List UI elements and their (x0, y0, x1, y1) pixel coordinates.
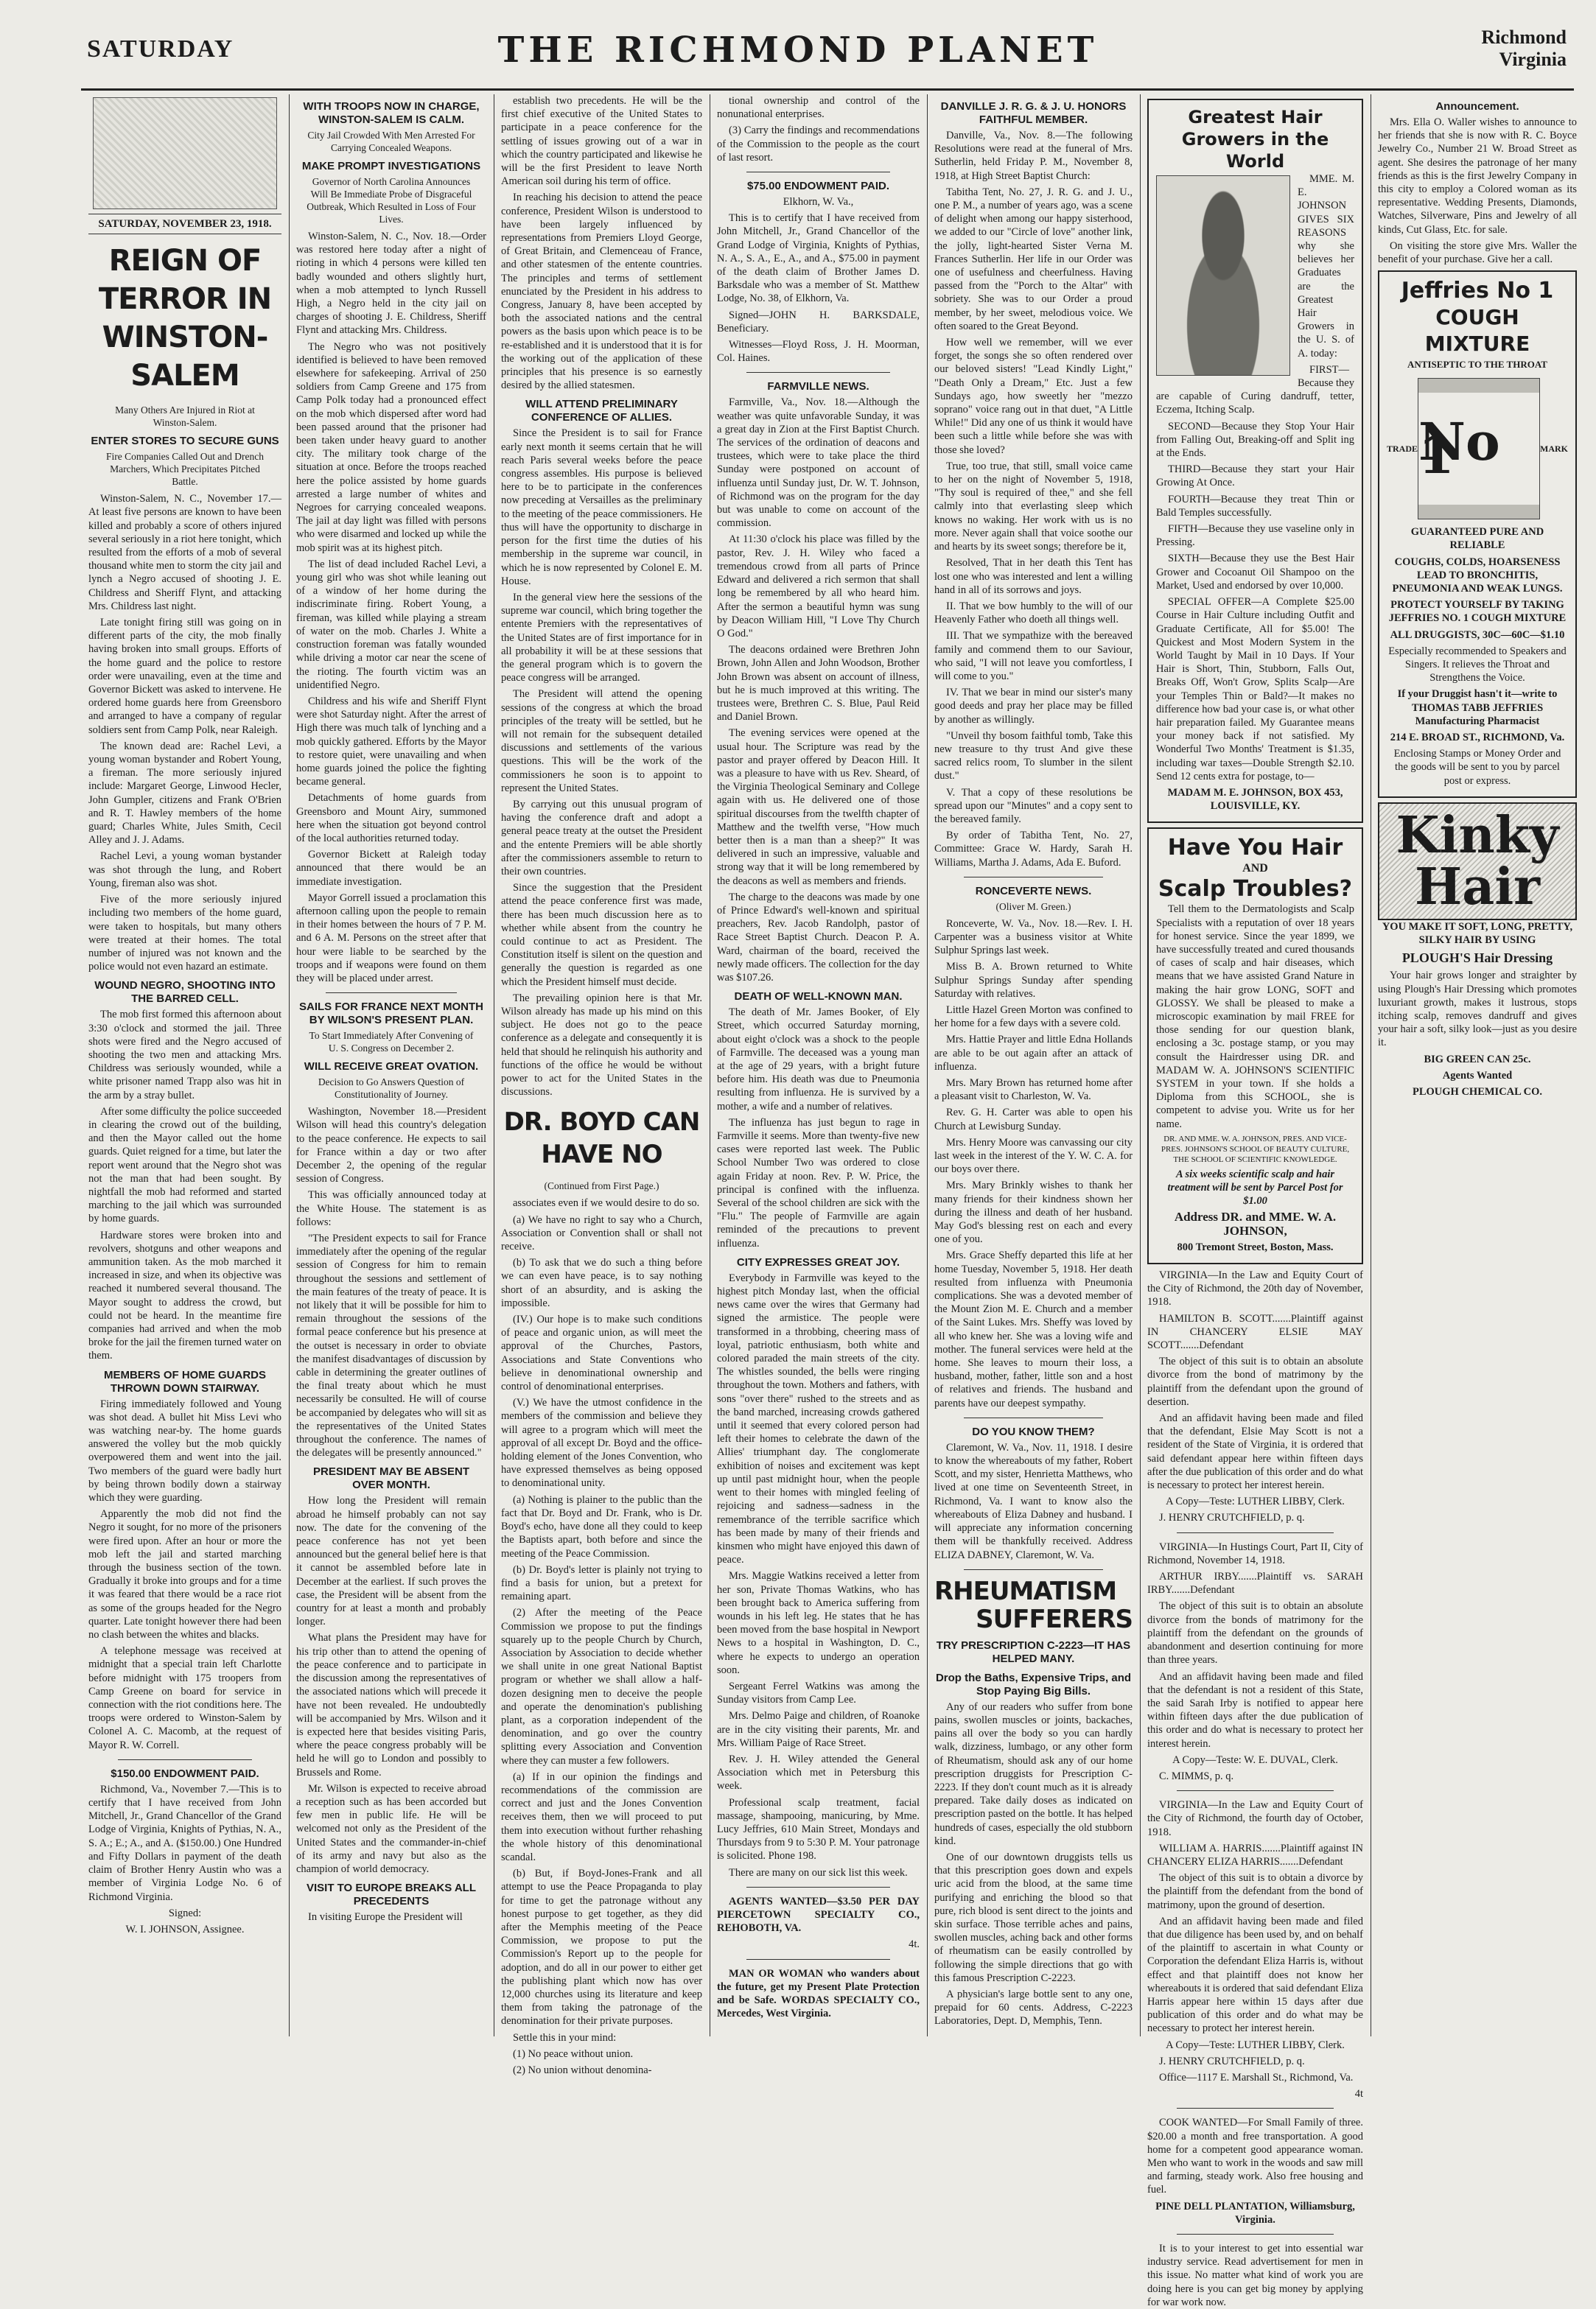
ad-paragraph: Any of our readers who suffer from bone pains, swollen muscles or joints, backaches, pains all over the body so you can hardly walk, dizziness, lumbago, or any other form of Rheumatism, should ask any of our home prescription druggists for Prescription C-2223. If they don't count much as it is already prepared. Take daily doses as indicated on prescription pasted on the bottle. It has helped hundreds of cases, especially the old stubborn kind. (934, 1700, 1133, 1847)
article-paragraph: A telephone message was received at midnight that a special train left Charlotte before midnight with 175 troopers from Camp Greene on board for service in connection with the riot conditions here. The troops were ordered to Winston-Salem by Colonel A. C. Macomb, at the request of Mayor R. W. Correll. (88, 1645, 281, 1751)
article-paragraph: establish two precedents. He will be the first chief executive of the United States to participate in a peace conference for the settling of issues growing out of a war in which the country participated and likewise he will be the first President to leave North American soil during his term of office. (501, 95, 702, 188)
column-1 (81, 94, 289, 2036)
article-paragraph: V. That a copy of these resolutions be spread upon our "Minutes" and a copy sent to the bereaved family. (934, 786, 1133, 825)
section-heading: DO YOU KNOW THEM? (972, 1425, 1095, 1438)
article-paragraph: What plans the President may have for his trip other than to attend the opening of the peace conference and to participate in the discussion among the representatives of the associated nations which will precede it have not been revealed. He undoubtedly will be accompanied by Mrs. Wilson and it is expected here that besides visiting Paris, where the peace congress probably will be held he will go to London and possibly to Brussels and Rome. (296, 1632, 486, 1779)
article-paragraph: After some difficulty the police succeeded in clearing the crowd out of the building, and then the Mayor called out the home guards. Quiet reigned for a time, but later the report went around that the Negro shot was not the man that had been sought. By nightfall the mob had reformed and started marching to the jail which was surrounded by home guards. (88, 1105, 281, 1225)
section-heading: $150.00 ENDOWMENT PAID. (111, 1767, 259, 1780)
article-paragraph: The charge to the deacons was made by one of Prince Edward's well-known and spiritual preachers, Rev. Jacob Randolph, pastor of Race Street Baptist Church. Deacon P. A. Ward, chairman of the board, received the newly made officers. The collection for the day was $107.26. (717, 891, 920, 984)
article-paragraph: There are many on our sick list this week. (729, 1866, 908, 1879)
article-paragraph: Sergeant Ferrel Watkins was among the Sunday visitors from Camp Lee. (717, 1680, 920, 1706)
legal-notice: The object of this suit is to obtain a divorce by the plaintiff from the defendant from the bond of matrimony, upon the ground of desertion. (1147, 1872, 1363, 1911)
dateline: Elkhorn, W. Va., (783, 196, 854, 209)
column-5 (927, 94, 1140, 2036)
legal-notice: The object of this suit is to obtain an absolute divorce from the bond of matrimony by the plaintiff from the defendant upon the ground of desertion. (1147, 1356, 1363, 1408)
legal-notice: ARTHUR IRBY.......Plaintiff vs. SARAH IRBY.......Defendant (1147, 1571, 1363, 1597)
article-paragraph: Mrs. Hattie Prayer and little Edna Hollands are able to be out again after an attack of influenza. (934, 1034, 1133, 1073)
article-paragraph: The mob first formed this afternoon about 3:30 o'clock and stormed the jail. Three shots were fired and the Negro accused of shooting the two men and attacking Mrs. Childress was seriously wounded, while a white prisoner named Trapp also was hit in the arm by a stray bullet. (88, 1009, 281, 1101)
masthead-day: SATURDAY (87, 35, 234, 63)
section-heading: RONCEVERTE NEWS. (975, 884, 1092, 897)
legal-notice: VIRGINIA—In Hustings Court, Part II, City of Richmond, November 14, 1918. (1147, 1541, 1363, 1566)
ad-subtitle: ANTISEPTIC TO THE THROAT (1407, 359, 1547, 371)
article-paragraph: On visiting the store give Mrs. Waller the benefit of your purchase. Give her a call. (1378, 239, 1577, 266)
notice-war-work: It is to your interest to get into essential war industry service. Read advertisement for men in this issue. No matter what kind of work you are doing here is you can get big money by applying for war work now. (1147, 2243, 1363, 2308)
article-paragraph: The list of dead included Rachel Levi, a young girl who was shot while leaning out of a window of her home during the indiscriminate firing. Robert Young, a fireman, was killed while playing a stream of water on the mob. Charles J. White a construction foreman was fatally wounded while driving a motor car near the scene of the rioting. The fourth victim was an unidentified Negro. (296, 558, 486, 691)
legal-notice: A Copy—Teste: W. E. DUVAL, Clerk. (1172, 1753, 1338, 1766)
ad-paragraph: Especially recommended to Speakers and Singers. It relieves the Throat and Strengthens the Voice. (1388, 645, 1567, 684)
article-paragraph: (1) No peace without union. (513, 2047, 634, 2060)
article-paragraph: The prevailing opinion here is that Mr. Wilson already has made up his mind on this subject. He does not go to the peace conference as a delegate and consequently it is held that should he relinquish his authority and functions of the office he would be without power to act for the United States in the discussions. (501, 992, 702, 1099)
article-paragraph: Miss B. A. Brown returned to White Sulphur Springs Sunday after spending Saturday with relatives. (934, 961, 1133, 1000)
article-paragraph: IV. That we bear in mind our sister's many good deeds and pray her place may be filled by another as willingly. (934, 687, 1133, 726)
classified-ad-agents: AGENTS WANTED—$3.50 PER DAY PIERCETOWN SPECIALTY CO., REHOBOTH, VA. (717, 1895, 920, 1935)
legal-notice: And an affidavit having been made and filed that due diligence has been used by, and on behalf of the plaintiff to ascertain in what County or Corporation the defendant Eliza Harris is, without effect and that plaintiff does not know her whereabouts it is ordered that said defendant Eliza Harris appear here within 15 days after due publication of this order and do what may be necessary to protect her interest herein. (1147, 1915, 1363, 2035)
article-paragraph: This was officially announced today at the White House. The statement is as follows: (296, 1189, 486, 1228)
legal-notice: VIRGINIA—In the Law and Equity Court of the City of Richmond, the 20th day of November, 1918. (1147, 1269, 1363, 1308)
article-paragraph: Late tonight firing still was going on in different parts of the city, the mob finally having broken into small groups. Efforts of the home guard and the police to restore order were unavailing, even at the time and Governor Bickett was asked to intervene. He ordered home guards here from Greensboro and arranged to have a company of regular soldiers sent from Camp Polk, near Raleigh. (88, 617, 281, 736)
article-paragraph: Mr. Wilson is expected to receive abroad a reception such as has been accorded but few men in public life. He will be welcomed not only as the President of the United States and the commander-in-chief of its army and navy but also as the champion of world democracy. (296, 1782, 486, 1875)
section-heading: WOUND NEGRO, SHOOTING INTO THE BARRED CELL. (94, 979, 276, 1006)
article-paragraph: Detachments of home guards from Greensboro and Mount Airy, summoned here when the situation got beyond control of the local authorities returned today. (296, 792, 486, 844)
subhead: Decision to Go Answers Question of Constitutionality of Journey. (318, 1076, 465, 1101)
kinky-word: Kinky (1396, 805, 1559, 865)
legal-notice: J. HENRY CRUTCHFIELD, p. q. (1159, 2055, 1305, 2067)
article-paragraph: Mrs. Henry Moore was canvassing our city last week in the interest of the Y. W. C. A. for our boys over there. (934, 1136, 1133, 1176)
masthead-location (1481, 27, 1567, 71)
legal-notice: C. MIMMS, p. q. (1159, 1770, 1234, 1782)
article-paragraph: Rev. J. H. Wiley attended the General Association which met in Petersburg this week. (717, 1753, 920, 1793)
column-7 (1371, 94, 1584, 2036)
article-paragraph: This is to certify that I have received from John Mitchell, Jr., Grand Chancellor of the Grand Lodge of Virginia, Knights of Pythias, N. A., S. A., E., A., and A., $75.00 in payment of the death claim of Brother James D. Barksdale who was a member of St. Matthew Lodge, No. 38, of Elkhorn, Va. (717, 212, 920, 305)
section-heading: MEMBERS OF HOME GUARDS THROWN DOWN STAIRWAY. (103, 1368, 266, 1395)
article-paragraph: Little Hazel Green Morton was confined to her home for a few days with a severe cold. (934, 1003, 1133, 1030)
article-paragraph: Danville, Va., Nov. 8.—The following Resolutions were read at the funeral of Mrs. Sutherlin, held Friday P. M., November 8, 1918, at High Street Baptist Church: (934, 130, 1133, 182)
divider (746, 372, 890, 373)
bottle-label: No 1 (1418, 411, 1500, 486)
section-heading: DANVILLE J. R. G. & J. U. HONORS FAITHFUL MEMBER. (940, 100, 1127, 126)
rheumatism-ad-title: RHEUMATISM (934, 1576, 1117, 1606)
article-paragraph: Ronceverte, W. Va., Nov. 18.—Rev. I. H. Carpenter was a business visitor at White Sulphur Springs last week. (934, 917, 1133, 957)
article-paragraph: Mrs. Delmo Paige and children, of Roanoke are in the city visiting their parents, Mr. and Mrs. William Paige of Race Street. (717, 1710, 920, 1749)
article-paragraph: The evening services were opened at the usual hour. The Scripture was read by the pastor and prayer offered by Deacon Hill. It was a pleasure to have with us Rev. Sheard, of the Virginia Theological Seminary and College again with us. He delivered one of those spiritual discourses from the twelfth chapter of Matthew and the twelfth verse, "How much better then is a man than a sheep?" It was delivered in such an impressive, valuable and strong way that it will be long remembered by the deacons as well as members and friends. (717, 727, 920, 887)
divider (746, 1959, 890, 1960)
masthead (0, 0, 1596, 88)
divider (118, 1759, 252, 1760)
subhead: City Jail Crowded With Men Arrested For Carrying Concealed Weapons. (307, 130, 475, 153)
article-paragraph: The Negro who was not positively identified is believed to have been removed elsewhere for safekeeping. Arrival of 250 soldiers from Camp Greene and 175 from Camp Polk today had a pronounced effect on the mob which dispersed after word had been passed around that the prisoner had been taken under heavy guard to another city. The military took charge of the situation at once. Before the troops reached here the police assisted by home guards arrested a large number of whites and Negroes for carrying concealed weapons. The jail at day light was filled with persons who were disarmed and locked up while the mob spirit was at its highest pitch. (296, 340, 486, 554)
masthead-city: Richmond (1481, 27, 1567, 48)
legal-notice: HAMILTON B. SCOTT.......Plaintiff against IN CHANCERY ELSIE MAY SCOTT.......Defendant (1147, 1312, 1363, 1352)
ad-title-2: COUGH MIXTURE (1424, 305, 1530, 357)
divider (964, 1569, 1103, 1570)
divider (746, 1887, 890, 1888)
article-paragraph: "The President expects to sail for France immediately after the opening of the regular session of Congress for him to remain throughout the sessions and settlement of the main features of the treaty of peace. It is not likely that it will be possible for him to remain throughout the sessions of the formal peace conference but his presence at the outset is necessary in order to obviate the manifest disadvantages of discussion by cable in determining the greater outlines of the final treaty about which he must necessarily be consulted. He will of course be accompanied by delegates who will sit as the representatives of the United States throughout the conference. The names of the delegates will be presently announced." (296, 1233, 486, 1460)
signature: W. I. JOHNSON, Assignee. (125, 1923, 245, 1935)
section-heading: WITH TROOPS NOW IN CHARGE, WINSTON-SALEM IS CALM. (303, 100, 480, 126)
ad-paragraph: If your Druggist hasn't it—write to THOMAS TABB JEFFRIES Manufacturing Pharmacist (1397, 688, 1558, 727)
subhead: ENTER STORES TO SECURE GUNS (91, 435, 279, 448)
article-paragraph: Washington, November 18.—President Wilson will head this country's delegation to the peace conference. He expects to sail for France within a day or two after December 2, the opening of the regular session of Congress. (296, 1106, 486, 1185)
ad-agents: Agents Wanted (1442, 1069, 1513, 1082)
divider (1177, 1790, 1334, 1791)
trademark-row (1387, 372, 1568, 525)
article-paragraph: Since the President is to sail for France early next month it seems certain that he will reach Paris several weeks before the peace congress assembles. His purpose is believed here to be to participate in the conferences now preceding at Versailles as the preliminary to the meeting of the peace commissioners. He thus will have the opportunity to discharge in person for the first time the duties of his membership in the supreme war council, in which he is now represented by Colonel E. M. House. (501, 427, 702, 587)
continued-note: (Continued from First Page.) (544, 1180, 659, 1192)
ad-title-2: Scalp Troubles? (1158, 876, 1353, 903)
article-paragraph: Signed—JOHN H. BARKSDALE, Beneficiary. (717, 309, 920, 334)
ad-paragraph: A physician's large bottle sent to any one, prepaid for 60 cents. Address, C-2223 Laboratories, Dept. D, Memphis, Tenn. (934, 1988, 1133, 2028)
rheumatism-ad-title-2: SUFFERERS (976, 1604, 1133, 1634)
article-paragraph: II. That we bow humbly to the will of our Heavenly Father who doeth all things well. (934, 600, 1133, 626)
article-paragraph: Hardware stores were broken into and revolvers, shotguns and other weapons and ammunition taken. As the mob marched it increased in size, and when its objective was reached it numbered several thousand. The Mayor sought to address the crowd, but could not be heard. In the meantime fire companies had arrived and when the mob broke for the jail the firemen turned water on them. (88, 1229, 281, 1362)
headline-reign-of-terror: REIGN OF TERROR IN WINSTON-SALEM (98, 244, 272, 393)
section-heading: Announcement. (1435, 100, 1519, 113)
jeffries-cough-mixture-ad (1378, 270, 1577, 798)
article-paragraph: Five of the more seriously injured including two members of the home guard, were taken to hospitals, but many others were treated at their homes. The total number of injured was not known and the police would not even hazard an estimate. (88, 894, 281, 973)
ad-paragraph: SECOND—Because they Stop Your Hair from Falling Out, Breaking-off and Split ing at the Ends. (1156, 420, 1354, 460)
divider (1177, 2108, 1334, 2109)
ad-paragraph: COUGHS, COLDS, HOARSENESS LEAD TO BRONCHITIS, PNEUMONIA AND WEAK LUNGS. (1392, 556, 1563, 595)
ad-paragraph: Your hair grows longer and straighter by using Plough's Hair Dressing which promotes luxuriant growth, makes it lustrous, stops itching scalp, removes dandruff and gives your hair a soft, silky look—just as you desire it. (1378, 970, 1577, 1049)
ad-paragraph: Enclosing Stamps or Money Order and the goods will be sent to you by parcel post or express. (1393, 748, 1561, 787)
classified-ad-address: PINE DELL PLANTATION, Williamsburg, Virginia. (1155, 2200, 1355, 2226)
divider (1177, 1532, 1334, 1533)
article-paragraph: Since the suggestion that the President attend the peace conference first was made, there has been much discussion here as to whether while absent from the country he could continue to act as President. The Constitution itself is silent on the question and generally the question is regarded as one which the President himself must decide. (501, 882, 702, 988)
article-paragraph: By carrying out this unusual program of having the conference draft and adopt a general peace treaty at the outset the President and the entente Premiers will be able shortly after the commissioners assemble to return to their own countries. (501, 798, 702, 877)
article-paragraph: Mrs. Maggie Watkins received a letter from her son, Private Thomas Watkins, who has been brought back to America suffering from wounds in his left leg. He states that he has been moved from the base hospital in Newport News to a hospital in Washington, D. C., where he expects to undergo an operation soon. (717, 1570, 920, 1676)
ad-run-note: 4t (1354, 2088, 1363, 2100)
ad-address: 214 E. BROAD ST., RICHMOND, Va. (1390, 732, 1565, 744)
article-paragraph: (b) But, if Boyd-Jones-Frank and all attempt to use the Peace Propaganda to play for time to get the patronage without any honest purpose to get together, as they did after the Memphis meeting of the Peace Commission, we propose to put the Commission's Report up to the people for adoption, and do all in our power to either get the publishing plant which now has over 12,000 churches using its literature and keep them from taking the patronage of the denomination for their private purposes. (501, 1868, 702, 2028)
ad-paragraph: Tell them to the Dermatologists and Scalp Specialists with a reputation of over 18 years for honest service. Since the year 1899, we have successfully treated and cured thousands of cases of scalp and hair diseases, which means that we have assisted Grand Nature in making the hair grow LONG, SOFT and GLOSSY. We shall be pleased to make a microscopic examination by mail FREE for those sending for our question blank, enclosing a 3c. postage stamp, or you may consult the Hairdresser using DR. and MADAM W. A. JOHNSON'S SCIENTIFIC SYSTEM in your town. If she holds a Diploma from this SCHOOL, she is competent to advise you. Write us for her name. (1156, 903, 1354, 1130)
ad-paragraph: THIRD—Because they start your Hair Growing At Once. (1156, 463, 1354, 489)
subhead: Fire Companies Called Out and Drench Marchers, Which Precipitates Pitched Battle. (105, 451, 265, 488)
article-paragraph: (IV.) Our hope is to make such conditions of peace and organic union, as will meet the approval of the Churches, Pastors, Associations and State Conventions who believe in denominational ownership and control of denominational enterprises. (501, 1314, 702, 1393)
byline: (Oliver M. Green.) (995, 900, 1071, 912)
cough-mixture-bottle-illustration (1418, 378, 1540, 519)
ad-paragraph: YOU MAKE IT SOFT, LONG, PRETTY, SILKY HAIR BY USING (1382, 920, 1573, 947)
signed-label: Signed: (168, 1907, 202, 1919)
article-paragraph: Firing immediately followed and Young was shot dead. A bullet hit Miss Levi who was watching near-by. The home guards answered the volley but the mob quickly overpowered them and went into the jail. Two members of the guard were badly hurt by being thrown bodily down a stairway which they were guarding. (88, 1398, 281, 1504)
ad-paragraph: FIFTH—Because they use vaseline only in Pressing. (1156, 523, 1354, 549)
article-paragraph: Mrs. Mary Brown has returned home after a pleasant visit to Charleston, W. Va. (934, 1077, 1133, 1103)
article-paragraph: How long the President will remain abroad he himself probably can not say now. The date for the convening of the peace conference has not yet been announced but the general belief here is that it cannot be assembled before late in December at the earliest. If such proves the case, the President will be absent from the country for at least a month and probably longer. (296, 1495, 486, 1628)
ad-paragraph: SPECIAL OFFER—A Complete $25.00 Course in Hair Culture including Outfit and Graduate Certificate, All for $5.00! The Quickest and Most Modern System in the World Taught by Mail in 10 Days. If Your Hair is Short, Thin, Stubborn, Falls Out, Breaks Off, Won't Grow, Splits Scalp—Are your Temples Thin or Bald?—It makes no difference how bad your case is, or what other hair preparation failed. My Guarantee means your money back if not satisfied. My Wonderful Two Months' Treatment is $1.35, including war taxes—Double Strength $2.10. Send 12 cents extra for postage, to— (1156, 596, 1354, 782)
masthead-title: THE RICHMOND PLANET (497, 29, 1099, 71)
article-paragraph: (a) We have no right to say who a Church, Association or Convention shall or shall not receive. (501, 1213, 702, 1253)
masthead-state: Virginia (1499, 49, 1567, 70)
hair-word: Hair (1415, 857, 1540, 917)
ad-price: BIG GREEN CAN 25c. (1424, 1053, 1531, 1065)
article-paragraph: Professional scalp treatment, facial massage, shampooing, manicuring, by Mme. Lucy Jeffries, 610 Main Street, Mondays and Thursdays from 9 to 5:30 P. M. Your patronage is solicited. Phone 198. (717, 1796, 920, 1863)
article-paragraph: In visiting Europe the President will (308, 1911, 463, 1924)
legal-notice: And an affidavit having been made and filed that the defendant, Elsie May Scott is not a resident of the State of Virginia, it is ordered that said defendant appear here within fifteen days after the due publication of this order and do what is necessary to protect her interest herein. (1147, 1412, 1363, 1492)
article-paragraph: Childress and his wife and Sheriff Flynt were shot Saturday night. After the arrest of High there was much talk of lynching and a mob quickly gathered. Efforts by the Mayor to restore quiet, were unavailing and when home guards joined the police the fighting became general. (296, 695, 486, 788)
portrait-photo-madam-johnson (1156, 175, 1290, 376)
section-heading: MAKE PROMPT INVESTIGATIONS (301, 160, 481, 172)
mark-label: MARK (1540, 444, 1568, 455)
article-paragraph: The President will attend the opening sessions of the congress at which the broad principles of the treaty will be settled, but he will not remain for the subsequent detailed discussions and settlements of the various questions. This will be the work of the commissioners he soon is to appoint to represent the United States. (501, 688, 702, 794)
column-3 (494, 94, 710, 2077)
article-paragraph: At 11:30 o'clock his place was filled by the pastor, Rev. J. H. Wiley who faced a tremendous crowd from all parts of Prince Edward and delivered a rich sermon that shall long be remembered by all who heard him. After the sermon a beautiful hymn was sung by Deacon William Hill, "I Love Thy Church O God." (717, 533, 920, 640)
article-paragraph: Witnesses—Floyd Ross, J. H. Moorman, Col. Haines. (717, 339, 920, 365)
ad-paragraph: One of our downtown druggists tells us that this prescription goes down and expels uric acid from the blood, at the same time purifying and enriching the blood so that pure, rich blood is sent direct to the joints and skin surface. Those terrible aches and pains, swollen muscles, aching back and other forms of rheumatism can be easily controlled by following the simple directions that go with this famous Prescription C-2223. (934, 1851, 1133, 1984)
section-heading: WILL RECEIVE GREAT OVATION. (304, 1060, 479, 1073)
headline-dr-boyd: DR. BOYD CAN HAVE NO (503, 1107, 700, 1170)
article-paragraph: The known dead are: Rachel Levi, a young woman bystander and Robert Young, a fireman. The more seriously injured include: Margaret George, Linwood Hecler, John Gumpler, citizens and Frank O'Brien and R. T. Hawley members of the home guard; Charles White, Jules Smith, Cecil Alley and J. J. Adams. (88, 740, 281, 847)
column-6 (1140, 94, 1371, 2308)
ad-paragraph: FOURTH—Because they treat Thin or Bald Temples successfully. (1156, 493, 1354, 519)
article-paragraph: "Unveil thy bosom faithful tomb, Take this new treasure to thy trust And give these sacred relics room, To slumber in the silent dust." (934, 729, 1133, 782)
ad-title: Greatest Hair Growers in the World (1181, 107, 1329, 172)
column-2 (289, 94, 494, 2036)
legal-notice: The object of this suit is to obtain an absolute divorce from the bonds of matrimony for the plaintiff from the defendant on the grounds of abandonment and desertion continuing for more than three years. (1147, 1600, 1363, 1667)
ad-run-note: 4t. (909, 1938, 920, 1951)
masthead-rule (81, 88, 1574, 91)
section-heading: PRESIDENT MAY BE ABSENT OVER MONTH. (313, 1465, 469, 1492)
article-paragraph: Tabitha Tent, No. 27, J. R. G. and J. U., one P. M., a number of years ago, was a scene of delight when among our happy sisterhood, we added to our "Circle of love" another link, the jolly, light-hearted Sister Verna M. Frances Sutherlin. Her life in our Order was one of usefulness and cheerfulness. Having passed from the "Porch to the Altar" with sobriety. She was to our Order a proud member, by her sweet, melodious voice. We often soared to the Great Beyond. (934, 186, 1133, 332)
article-paragraph: Settle this in your mind: (513, 2031, 617, 2044)
article-paragraph: Everybody in Farmville was keyed to the highest pitch Monday last, when the official news came over the wires that Germany had signed the armistice. The people were transformed in a throbbing, cheering mass of loyal, patriotic enthusiasm, both white and colored paraded the main streets of the city. The whistles sounded, the bells were ringing throughout the town. Mothers and fathers, with sons "over there" rushed to the streets and as the band marched, increasing crowds gathered until it seemed that every colored person had left their homes to celebrate the dawn of the Allies' triumphant day. The conglomerate exhibition of noises and excitement was kept up until past midnight hour, when the people went to their homes with mingled feeling of rejoicing and sadness—sadness in the remembrance of the terrible sacrifice which has been made by many of their friends and kinsmen who might have enjoyed this dawn of peace. (717, 1272, 920, 1566)
classified-ad-cook: COOK WANTED—For Small Family of three. $20.00 a month and free transportation. A good home for a competent good appearance woman. Men who want to work in the woods and saw mill and farming, steady work. Also free housing and fuel. (1147, 2117, 1363, 2196)
ad-address-2: 800 Tremont Street, Boston, Mass. (1177, 1241, 1334, 1253)
ad-subheading: TRY PRESCRIPTION C-2223—IT HAS HELPED MANY. (936, 1639, 1131, 1665)
article-paragraph: How well we remember, will we ever forget, the songs she so often rendered over our beloved sisters! "Lead Kindly Light," "Death Only a Dream," Etc. Just a few Sundays ago, how sweetly her "mezzo soprano" voice rang out in that duet, "A Little While!" Did any one of us think it would have been such a little while before she was with those she loved? (934, 337, 1133, 456)
ad-paragraph: GUARANTEED PURE AND RELIABLE (1410, 526, 1544, 552)
article-paragraph: Apparently the mob did not find the Negro it sought, for no more of the prisoners were fired upon. After an hour or more the mob left the jail and started marching through the business section of the town. Gradually it broke into groups and for a time it was feared that there would be a race riot as some of the groups headed for the Negro quarter. Late tonight however there had been no clash between the whites and blacks. (88, 1508, 281, 1641)
section-heading: DEATH OF WELL-KNOWN MAN. (734, 990, 903, 1003)
ad-subheading: Drop the Baths, Expensive Trips, and Stop Paying Big Bills. (935, 1671, 1132, 1697)
divider (326, 992, 457, 993)
article-paragraph: Mrs. Ella O. Waller wishes to announce to her friends that she is now with R. C. Boyce Jewelry Co., Number 21 W. Broad Street as agent. She desires the patronage of her many friends as this is the first Jewelry Company in this city to employ a Colored woman as its representative. Wedding Presents, Diamonds, Watches, Silverware, Pins and Jewelry of all kinds, Cut Glass, Etc. for sale. (1378, 116, 1577, 236)
article-paragraph: Winston-Salem, N. C., November 17.—At least five persons are known to have been killed and probably a score of others injured several seriously in a riot here tonight, which resulted from the efforts of a mob of several thousand white men to storm the city jail and lynch a Negro accused of shooting J. E. Childress and Sheriff Flynt, and attacking Mrs. Childress last night. (88, 493, 281, 612)
section-heading: $75.00 ENDOWMENT PAID. (746, 180, 890, 193)
article-paragraph: (b) Dr. Boyd's letter is plainly not trying to find a basis for union, but a pretext for remaining apart. (501, 1563, 702, 1603)
article-paragraph: True, too true, that still, small voice came to her on the night of November 5, 1918, "Thy soul is required of thee," and she fell calmly into that everlasting sleep which knows no waking. Her work with us is no more. Never again shall that voice soothe our and hearts by its sweet songs; therefore be it, (934, 460, 1133, 553)
article-paragraph: Rev. G. H. Carter was able to open his Church at Lewisburg Sunday. (934, 1107, 1133, 1132)
article-paragraph: The influenza has just begun to rage in Farmville it seems. More than twenty-five new cases were reported last week. The Public School Number Two was ordered to close again Friday at noon. Rev. P. W. Price, the principal is confined with the influenza. Several of the school children are sick with the "Flu." The people of Farmville are again reminded of the precautions to prevent influenza. (717, 1116, 920, 1250)
article-paragraph: III. That we sympathize with the bereaved family and commend them to our Saviour, who said, "I will not leave you comfortless, I will come to you." (934, 630, 1133, 682)
subhead: Governor of North Carolina Announces Will Be Immediate Probe of Disgraceful Outbreak, Which Resulted in Loss of Four Lives. (307, 176, 476, 225)
ad-paragraph: MME. M. E. JOHNSON GIVES SIX REASONS why she believes her Graduates are the Greatest Hair Growers in the U. S. of A. today: (1298, 173, 1354, 360)
article-paragraph: (V.) We have the utmost confidence in the members of the commission and believe they will agree to a program which will meet the approval of all except Dr. Boyd and the office-holding element of the Jones Convention, who have expressed themselves as being opposed to denominational unity. (501, 1397, 702, 1490)
ad-paragraph: PROTECT YOURSELF BY TAKING JEFFRIES NO. 1 COUGH MIXTURE (1388, 599, 1567, 625)
legal-notice: WILLIAM A. HARRIS.......Plaintiff against IN CHANCERY ELIZA HARRIS.......Defendant (1147, 1842, 1363, 1868)
article-paragraph: (3) Carry the findings and recommendations of the Commission to the people as the court of last resort. (717, 125, 920, 164)
classified-ad-man-or-woman: MAN OR WOMAN who wanders about the future, get my Present Plate Protection and be Safe. WORDAS SPECIALTY CO., Mercedes, West Virginia. (717, 1967, 920, 2020)
legal-notice: And an affidavit having been made and filed that the defendant is not a resident of this State, the said Sarah Irby is notified to appear here within fifteen days after the due publication of this order and do what is necessary to protect her interest herein. (1147, 1670, 1363, 1750)
hair-growers-ad (1147, 99, 1363, 823)
article-paragraph: Richmond, Va., November 7.—This is to certify that I have received from John Mitchell, Jr., Grand Chancellor of the Grand Lodge of Virginia, Knights of Pythias, N. A., S. A.; E.; A., and A. ($150.00.) One Hundred and Fifty Dollars in payment of the death claim of Brother Henry Austin who was a member of Virginia Lodge No. 6 of Richmond Virginia. (88, 1783, 281, 1903)
article-paragraph: Governor Bickett at Raleigh today announced that there would be an immediate investigation. (296, 849, 486, 888)
ad-and: AND (1242, 862, 1268, 875)
photo-caption: DR. AND MME. W. A. JOHNSON, PRES. AND VICE-PRES. JOHNSON'S SCHOOL OF BEAUTY CULTURE, THE SCHOOL OF SCIENTIFIC KNOWLEDGE. (1161, 1134, 1350, 1164)
article-paragraph: By order of Tabitha Tent, No. 27, Committee: Grace W. Hardy, Sarah H. Williams, Martha J. Adams, Ada E. Buford. (934, 830, 1133, 869)
ad-title: Have You Hair (1167, 835, 1343, 861)
ad-address: MADAM M. E. JOHNSON, BOX 453, LOUISVILLE, KY. (1167, 786, 1343, 813)
article-paragraph: Mrs. Grace Sheffy departed this life at her home Tuesday, November 5, 1918. Her death resulted from influenza with Pneumonia complications. She was a devoted member of the Mount Zion M. E. Church and a member of the Saint Lukes. Mrs. Sheffy was loved by all who knew her. She was a loving wife and mother. The funeral services were held at the home. She leaves to mourn their loss, a husband, mother, father, little son and a host of relatives and friends. The husband and parents have our deepest sympathy. (934, 1250, 1133, 1409)
article-paragraph: The deacons ordained were Brethren John Brown, John Allen and John Woodson, Brother John Brown was absent on account of illness, but he is much improved at this writing. The trustees were, Brethren C. S. Blue, Paul Reid and Daniel Brown. (717, 644, 920, 723)
legal-notice: VIRGINIA—In the Law and Equity Court of the City of Richmond, the fourth day of October, 1918. (1147, 1799, 1363, 1838)
article-paragraph: (2) After the meeting of the Peace Commission we propose to put the findings squarely up to the people Church by Church, Association by Association to decide whether we shall unite in one great National Baptist program or whether we shall allow a half-dozen designing men to deceive the people and operate the denomination's publishing plant, as a corporation independent of the denomination, and go over the country splitting every Association and Convention where they can muster a few followers. (501, 1607, 702, 1767)
article-paragraph: Mayor Gorrell issued a proclamation this afternoon calling upon the people to remain in their homes between the hours of 7 P. M. and 6 A. M. Persons on the street after that hour were liable to be searched by the troops and if weapons were found on them they will be placed under arrest. (296, 891, 486, 984)
article-paragraph: (a) If in our opinion the findings and recommendations of the commission are correct and just and the Jones Convention receives them, then we will proceed to put them into execution without further rehashing the whole history of this denominational scandal. (501, 1770, 702, 1863)
article-paragraph: Rachel Levi, a young woman bystander was shot through the lung, and Robert Young, fireman also was shot. (88, 850, 281, 889)
article-paragraph: Claremont, W. Va., Nov. 11, 1918. I desire to know the whereabouts of my father, Robert Scott, and my sister, Henrietta Matthews, who lived at one time on Seventeenth Street, in Richmond, Va. I want to know also the whereabouts of Eliza Dabney and husband. I will appreciate any information concerning them will be thankfully received. Address ELIZA DABNEY, Claremont, W. Va. (934, 1441, 1133, 1561)
legal-notice: J. HENRY CRUTCHFIELD, p. q. (1159, 1512, 1305, 1524)
article-paragraph: Winston-Salem, N. C., Nov. 18.—Order was restored here today after a night of rioting in which 4 persons were killed ten badly wounded and others slightly hurt, when a mob attempted to lynch Russell High, a Negro held in the city jail on charges of shooting J. E. Childress, Sheriff Flynt and attacking Mrs. Childress. (296, 231, 486, 337)
article-paragraph: The death of Mr. James Booker, of Ely Street, which occurred Saturday morning, about eight o'clock was a shock to the people of Farmville. The deceased was a young man at the age of 29 years, with a bright future before him. His death was due to Pneumonia resulting from influenza. He is survived by a mother, a wife and a number of relatives. (717, 1006, 920, 1113)
article-paragraph: (a) Nothing is plainer to the public than the fact that Dr. Boyd and Dr. Frank, who is Dr. Boyd's echo, have done all they could to keep the Baptists apart, both before and since the meeting of the Peace Commission. (501, 1493, 702, 1560)
ad-product-name: PLOUGH'S Hair Dressing (1401, 950, 1553, 966)
section-heading: CITY EXPRESSES GREAT JOY. (736, 1255, 900, 1269)
article-paragraph: Mrs. Mary Brinkly wishes to thank her many friends for their kindness shown her during the illness and death of her husband. May God's blessing rest on each and every one of you. (934, 1180, 1133, 1246)
ad-offer: A six weeks scientific scalp and hair treatment will be sent by Parcel Post for $1.00 (1167, 1168, 1343, 1208)
section-heading: VISIT TO EUROPE BREAKS ALL PRECEDENTS (306, 1882, 477, 1908)
subhead: To Start Immediately After Convening of U. S. Congress on December 2. (309, 1030, 474, 1054)
kinky-hair-ad-title (1378, 802, 1577, 920)
column-4 (710, 94, 927, 2036)
ad-company: PLOUGH CHEMICAL CO. (1412, 1085, 1543, 1098)
article-paragraph: (2) No union without denomina- (513, 2064, 652, 2077)
planet-logo-engraving (93, 97, 277, 209)
article-paragraph: tional ownership and control of the nonunational enterprises. (717, 95, 920, 121)
article-paragraph: In reaching his decision to attend the peace conference, President Wilson is understood to have been largely influenced by representations from Premiers Lloyd George, of Great Britain, and Clemenceau of France, and other statesmen of the entente countries. The principles and terms of settlement enunciated by the President in his address to Congress, January 8, have been accepted by both the associated nations and the central powers as the basis upon which peace is to be re-established and it is understood that it is for the working out of the application of these principles that his presence is so earnestly desired by the allied statesmen. (501, 192, 702, 392)
divider (1177, 2234, 1334, 2235)
article-paragraph: associates even if we would desire to do so. (513, 1197, 700, 1210)
section-heading: FARMVILLE NEWS. (767, 380, 869, 393)
scalp-troubles-ad (1147, 827, 1363, 1264)
subhead: Many Others Are Injured in Riot at Winston-Salem. (115, 404, 255, 429)
legal-notice: A Copy—Teste: LUTHER LIBBY, Clerk. (1166, 2039, 1345, 2051)
ad-title: Jeffries No 1 (1401, 278, 1554, 304)
section-heading: SAILS FOR FRANCE NEXT MONTH BY WILSON'S PRESENT PLAN. (299, 1001, 483, 1027)
trade-label: TRADE (1387, 444, 1418, 455)
article-paragraph: Resolved, That in her death this Tent has lost one who was interested and lent a willing hand in all of its sorrows and joys. (934, 557, 1133, 596)
article-paragraph: Farmville, Va., Nov. 18.—Although the weather was quite unfavorable Sunday, it was a great day in Zion at the First Baptist Church. The services of the ordination of deacons and trustees, which were to take place the third Sunday were postponed on account of influenza until Sunday just, Dr. W. T. Johnson, of Richmond was on the program for the day but was unable to come on account of the commission. (717, 396, 920, 530)
article-paragraph: (b) To ask that we do such a thing before we can even have peace, is to say nothing short of an absurdity, and is asking the impossible. (501, 1257, 702, 1309)
ad-paragraph: SIXTH—Because they use the Best Hair Grower and Cocoanut Oil Shampoo on the Market, Used and endorsed by over 10,000. (1156, 553, 1354, 592)
ad-paragraph: FIRST—Because they are capable of Curing dandruff, tetter, Eczema, Itching Scalp. (1156, 363, 1354, 416)
section-heading: WILL ATTEND PRELIMINARY CONFERENCE OF ALLIES. (525, 398, 678, 424)
ad-address: Address DR. and MME. W. A. JOHNSON, (1174, 1210, 1337, 1238)
issue-date: SATURDAY, NOVEMBER 23, 1918. (88, 214, 281, 234)
ad-paragraph: ALL DRUGGISTS, 30C—60C—$1.10 (1390, 628, 1565, 641)
legal-notice: Office—1117 E. Marshall St., Richmond, Va. (1159, 2071, 1354, 2084)
legal-notice: A Copy—Teste: LUTHER LIBBY, Clerk. (1166, 1496, 1345, 1508)
article-paragraph: In the general view here the sessions of the supreme war council, which bring together the entente Premiers with the representatives of the United States are of first importance for in all probability it will be at these sessions that the general program which is to govern the peace congress will be arranged. (501, 591, 702, 684)
